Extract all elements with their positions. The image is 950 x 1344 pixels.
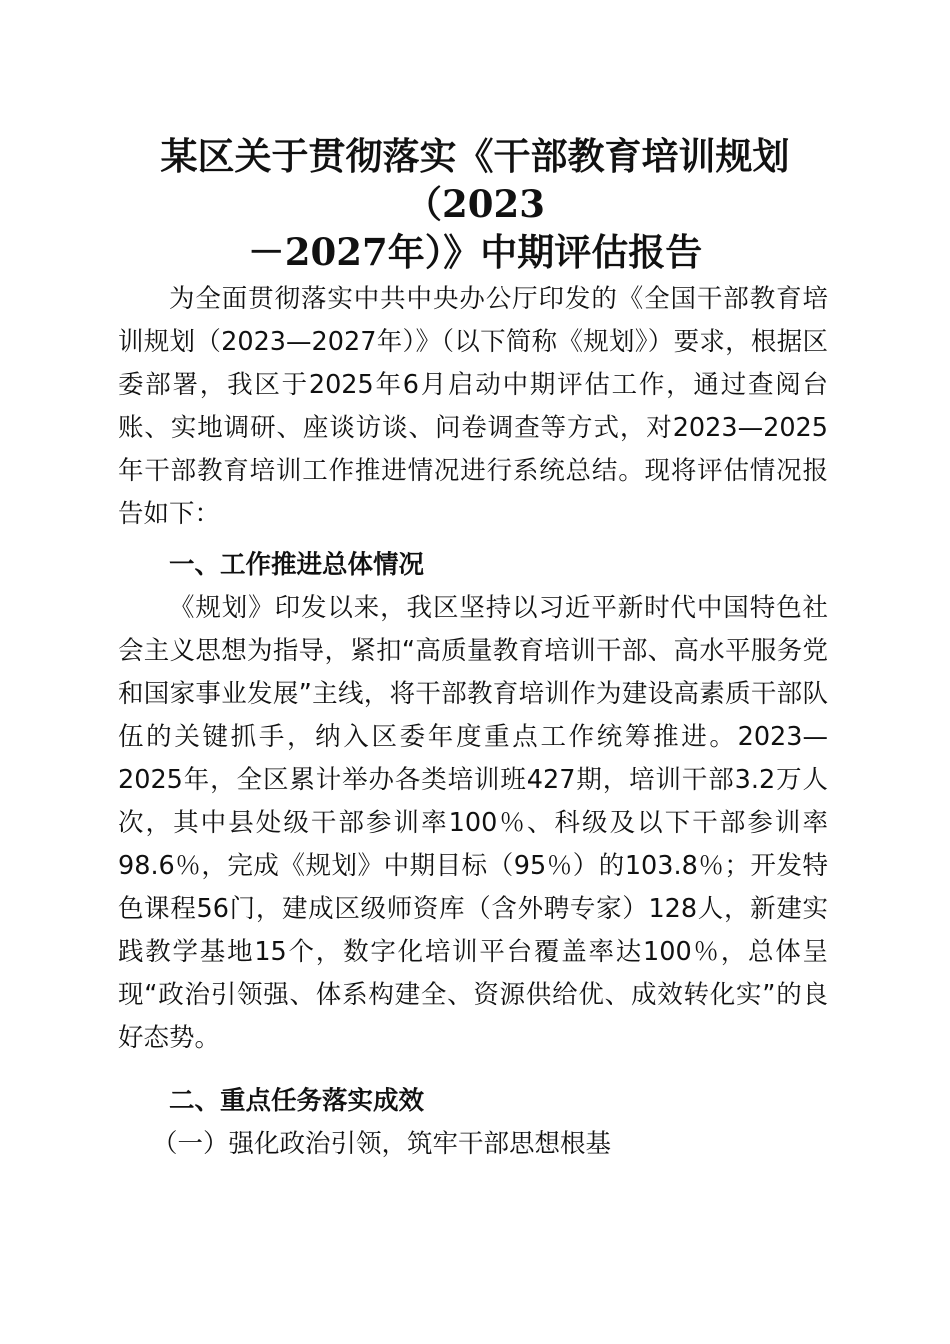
title-line-1: 某区关于贯彻落实《干部教育培训规划（2023 [160,134,790,226]
section-2-heading: 二、重点任务落实成效 [169,1086,425,1116]
intro-paragraph: 为全面贯彻落实中共中央办公厅印发的《全国干部教育培训规划（2023—2027年）》（以下简称《规划》）要求，根据区委部署，我区于2025年6月启动中期评估工作，通过查阅台账、实地调研、座谈访谈、问卷调查等方式，对2023—2025年干部教育培训工作推进情况进行系统总结。现将评估情况报告如下： [118,284,828,529]
section-2-subheading-1: （一）强化政治引领，筑牢干部思想根基 [152,1129,612,1159]
title-line-2: －2027年）》中期评估报告 [247,230,703,274]
section-1-paragraph: 《规划》印发以来，我区坚持以习近平新时代中国特色社会主义思想为指导，紧扣“高质量教育培训干部、高水平服务党和国家事业发展”主线，将干部教育培训作为建设高素质干部队伍的关键抓手，纳入区委年度重点工作统筹推进。2023—2025年，全区累计举办各类培训班427期，培训干部3.2万人次，其中县处级干部参训率100％、科级及以下干部参训率98.6％，完成《规划》中期目标（95％）的103.8％；开发特色课程56门，建成区级师资库（含外聘专家）128人，新建实践教学基地15个，数字化培训平台覆盖率达100％，总体呈现“政治引领强、体系构建全、资源供给优、成效转化实”的良好态势。 [118,593,828,1053]
document-title [110,132,840,276]
section-1-heading: 一、工作推进总体情况 [169,550,425,580]
